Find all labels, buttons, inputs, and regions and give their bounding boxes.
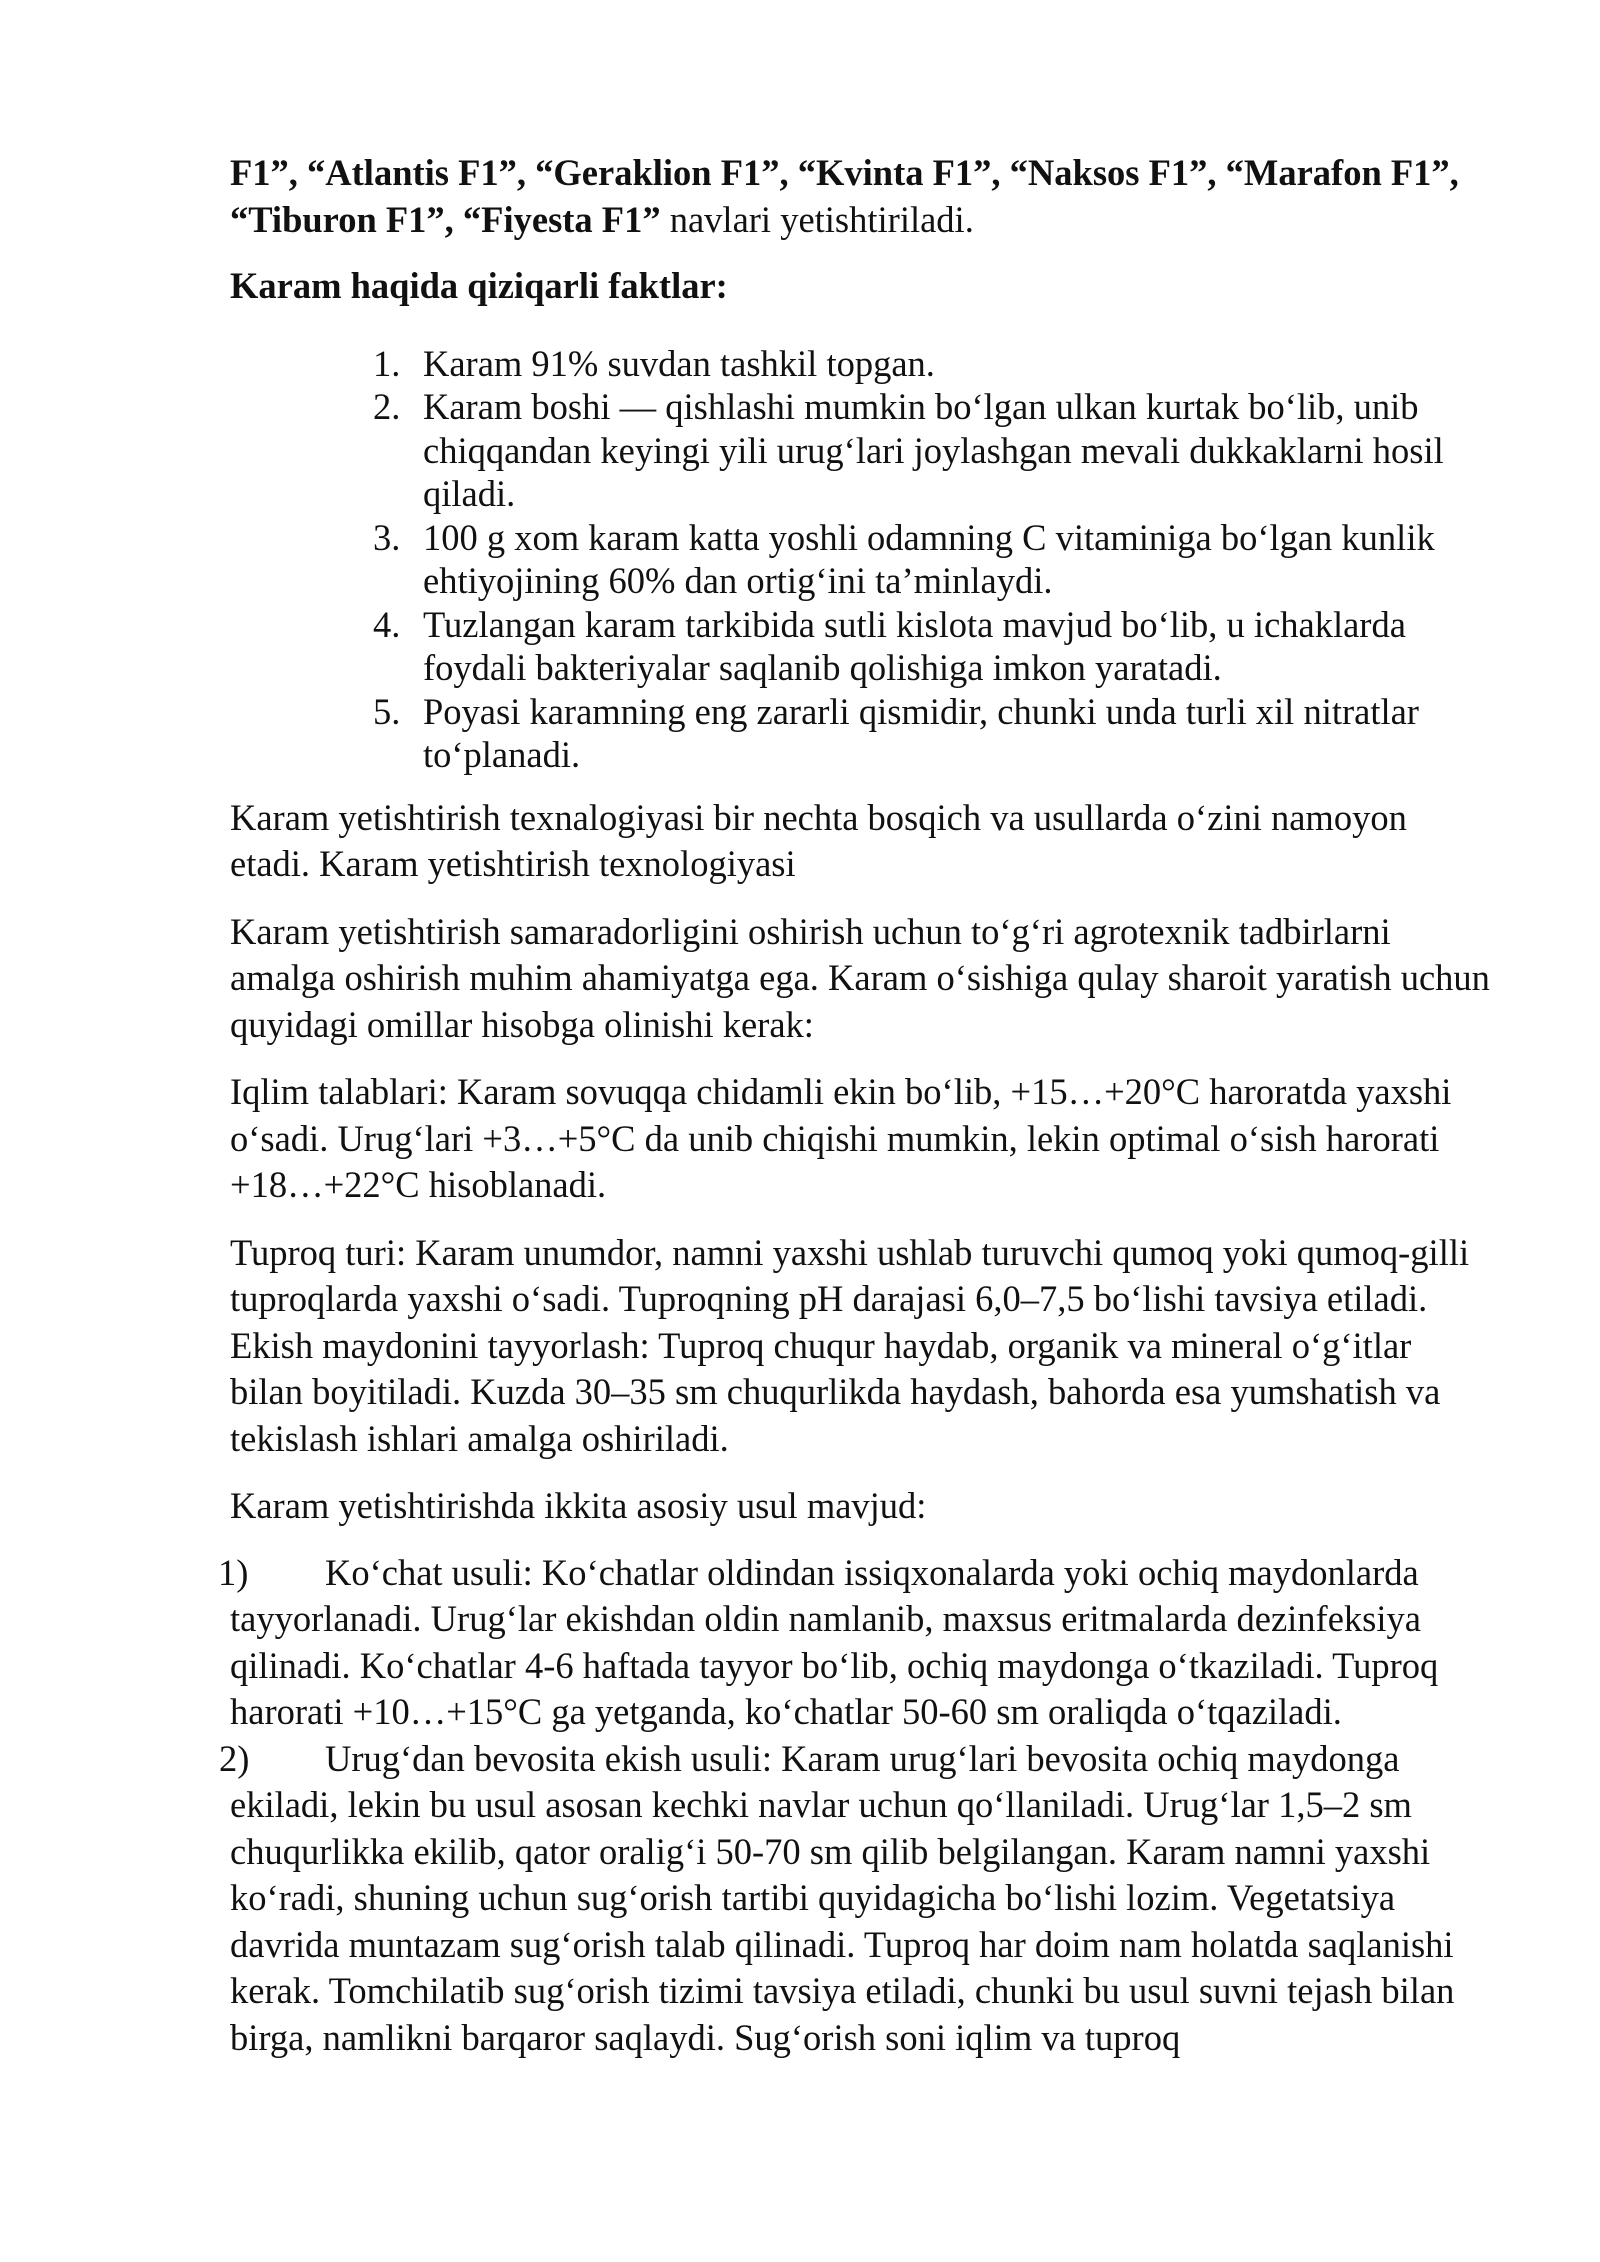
method-text: Koʻchat usuli: Koʻchatlar oldindan issiqxonalarda yoki ochiq maydonlarda tayyorlanadi. Urugʻlar ekishdan oldin namlanib, maxsus eritmalarda dezinfeksiya qilinadi. Koʻchatlar 4-6 haftada tayyor boʻlib, ochiq maydonga oʻtkaziladi. Tuproq harorati +10…+15°C ga yetganda, koʻchatlar 50-60 sm oraliqda oʻtqaziladi. [230, 1551, 1439, 1732]
fact-item [230, 516, 1490, 603]
fact-text: Poyasi karamning eng zararli qismidir, chunki unda turli xil nitratlar toʻplanadi. [423, 690, 1419, 775]
fact-text: Tuzlangan karam tarkibida sutli kislota mavjud boʻlib, u ichaklarda foydali bakteriyalar saqlanib qolishiga imkon yaratadi. [423, 603, 1406, 688]
method-text: Urugʻdan bevosita ekish usuli: Karam urugʻlari bevosita ochiq maydonga ekiladi, lekin bu usul asosan kechki navlar uchun qoʻllaniladi. Urugʻlar 1,5–2 sm chuqurlikka ekilib, qator oraligʻi 50-70 sm qilib belgilangan. Karam namni yaxshi koʻradi, shuning uchun sugʻorish tartibi quyidagicha boʻlishi lozim. Vegetatsiya davrida muntazam sugʻorish talab qilinadi. Tuproq har doim nam holatda saqlanishi kerak. Tomchilatib sugʻorish tizimi tavsiya etiladi, chunki bu usul suvni tejash bilan birga, namlikni barqaror saqlaydi. Sugʻorish soni iqlim va tuproq [230, 1737, 1455, 2058]
fact-text: 100 g xom karam katta yoshli odamning C vitaminiga boʻlgan kunlik ehtiyojining 60% dan ortigʻini taʼminlaydi. [423, 516, 1435, 601]
fact-item [230, 385, 1490, 516]
facts-list [230, 342, 1490, 777]
fact-number: 3. [373, 516, 401, 558]
fact-text: Karam 91% suvdan tashkil topgan. [423, 342, 935, 384]
facts-heading: Karam haqida qiziqarli faktlar: [230, 265, 728, 306]
fact-item [230, 690, 1490, 777]
soil-paragraph: Tuproq turi: Karam unumdor, namni yaxshi ushlab turuvchi qumoq yoki qumoq-gilli tuproqlarda yaxshi oʻsadi. Tuproqning pH darajasi 6,0–7,5 boʻlishi tavsiya etiladi. Ekish maydonini tayyorlash: Tuproq chuqur haydab, organik va mineral oʻgʻitlar bilan boyitiladi. Kuzda 30–35 sm chuqurlikda haydash, bahorda esa yumshatish va tekislash ishlari amalga oshiriladi. [230, 1231, 1470, 1459]
method-item [218, 1550, 1490, 1736]
method-number: 2) [219, 1737, 250, 1779]
methods-intro-paragraph: Karam yetishtirishda ikkita asosiy usul mavjud: [230, 1485, 927, 1526]
fact-text: Karam boshi — qishlashi mumkin boʻlgan ulkan kurtak boʻlib, unib chiqqandan keyingi yili urugʻlari joylashgan mevali dukkaklarni hosil qiladi. [423, 386, 1444, 514]
fact-item [230, 342, 1490, 386]
fact-number: 4. [373, 603, 401, 645]
fact-item [230, 603, 1490, 690]
document-body [218, 150, 1490, 2061]
method-item [219, 1736, 1490, 2062]
varieties-tail: navlari yetishtiriladi. [660, 198, 974, 240]
varieties-paragraph [230, 150, 1490, 243]
efficiency-paragraph: Karam yetishtirish samaradorligini oshirish uchun toʻgʻri agrotexnik tadbirlarni amalga oshirish muhim ahamiyatga ega. Karam oʻsishiga qulay sharoit yaratish uchun quyidagi omillar hisobga olinishi kerak: [230, 910, 1490, 1045]
climate-paragraph: Iqlim talablari: Karam sovuqqa chidamli ekin boʻlib, +15…+20°C haroratda yaxshi oʻsadi. Urugʻlari +3…+5°C da unib chiqishi mumkin, lekin optimal oʻsish harorati +18…+22°C hisoblanadi. [230, 1071, 1452, 1205]
fact-number: 1. [373, 342, 401, 384]
fact-number: 5. [373, 690, 401, 732]
method-number: 1) [218, 1551, 249, 1593]
technology-intro-paragraph: Karam yetishtirish texnalogiyasi bir nechta bosqich va usullarda oʻzini namoyon etadi. Karam yetishtirish texnologiyasi [230, 796, 1407, 884]
fact-number: 2. [373, 386, 401, 427]
varieties-list: F1”, “Atlantis F1”, “Geraklion F1”, “Kvinta F1”, “Naksos F1”, “Marafon F1”, “Tiburon F1”, “Fiyesta F1” [230, 152, 1459, 240]
